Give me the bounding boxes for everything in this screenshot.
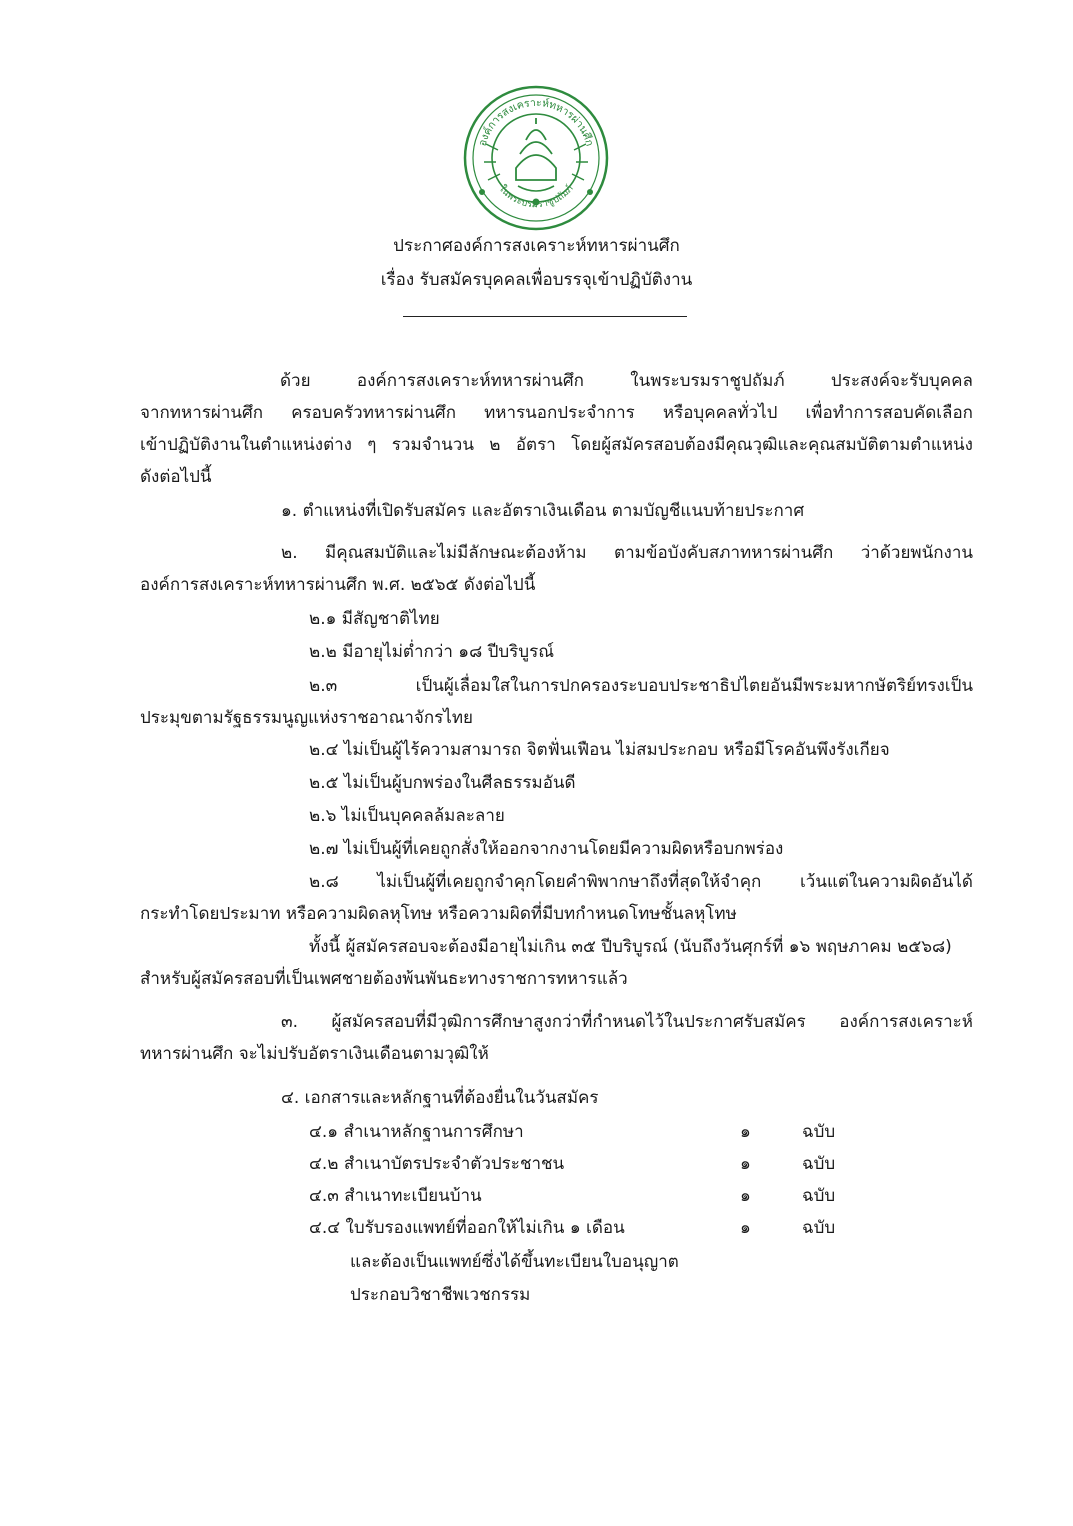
intro-text: ด้วย: [280, 371, 311, 391]
document-item-unit: ฉบับ: [802, 1122, 836, 1142]
section-2-text: ไม่เป็นผู้ที่เคยถูกจำคุกโดยคำพิพากษาถึงที่สุดให้จำคุก: [377, 872, 762, 892]
document-item-unit: ฉบับ: [802, 1218, 836, 1238]
intro-text: ครอบครัวทหารผ่านศึก: [291, 403, 457, 423]
intro-line-4: ดังต่อไปนี้: [140, 467, 212, 487]
section-2-item-8-cont: กระทำโดยประมาท หรือความผิดลหุโทษ หรือความผิดที่มีบทกำหนดโทษชั้นลหุโทษ: [140, 904, 737, 924]
document-item-count: ๑: [740, 1154, 751, 1174]
document-item-count: ๑: [740, 1218, 751, 1238]
section-3-text: องค์การสงเคราะห์: [839, 1012, 973, 1032]
intro-text: องค์การสงเคราะห์ทหารผ่านศึก: [356, 371, 584, 391]
intro-line-1: [280, 373, 973, 390]
intro-text: ประสงค์จะรับบุคคล: [830, 371, 973, 391]
organization-seal: [462, 84, 610, 232]
section-2-item-2: ๒.๒ มีอายุไม่ต่ำกว่า ๑๘ ปีบริบูรณ์: [309, 642, 554, 662]
section-2-text: ๒.๘: [309, 872, 339, 892]
section-2-note: ทั้งนี้ ผู้สมัครสอบจะต้องมีอายุไม่เกิน ๓๕ ปีบริบูรณ์ (นับถึงวันศุกร์ที่ ๑๖ พฤษภาคม ๒๕๖๘): [309, 937, 952, 957]
seal-top-text: องค์การสงเคราะห์ทหารผ่านศึก: [476, 96, 596, 148]
intro-text: ในพระบรมราชูปถัมภ์: [630, 371, 785, 391]
section-2-text: เว้นแต่ในความผิดอันได้: [799, 872, 973, 892]
section-2-note-cont: สำหรับผู้สมัครสอบที่เป็นเพศชายต้องพ้นพันธะทางราชการทหารแล้ว: [140, 969, 628, 989]
intro-text: ทหารนอกประจำการ: [484, 403, 635, 423]
document-item-4-cont-1: และต้องเป็นแพทย์ซึ่งได้ขึ้นทะเบียนใบอนุญาต: [350, 1252, 679, 1272]
intro-text: ๆ: [367, 435, 377, 455]
section-3-text: ผู้สมัครสอบที่มีวุฒิการศึกษาสูงกว่าที่กำหนดไว้ในประกาศรับสมัคร: [331, 1012, 806, 1032]
intro-text: เพื่อทำการสอบคัดเลือก: [805, 403, 973, 423]
seal-bottom-text: ในพระบรมราชูปถัมภ์: [496, 183, 576, 211]
document-item-label: ๔.๔ ใบรับรองแพทย์ที่ออกให้ไม่เกิน ๑ เดือน: [309, 1218, 625, 1238]
section-2-text: มีคุณสมบัติและไม่มีลักษณะต้องห้าม: [325, 543, 587, 563]
document-item-label: ๔.๑ สำเนาหลักฐานการศึกษา: [309, 1122, 524, 1142]
section-2-item-8: [309, 874, 973, 891]
intro-line-3: [140, 437, 973, 454]
section-2-item-6: ๒.๖ ไม่เป็นบุคคลล้มละลาย: [309, 806, 505, 826]
intro-text: หรือบุคคลทั่วไป: [662, 403, 778, 423]
section-3-text: ๓.: [281, 1012, 299, 1032]
intro-text: อัตรา: [515, 435, 556, 455]
intro-text: โดยผู้สมัครสอบต้องมีคุณวุฒิและคุณสมบัติตามตำแหน่ง: [571, 435, 973, 455]
section-2-item-7: ๒.๗ ไม่เป็นผู้ที่เคยถูกสั่งให้ออกจากงานโดยมีความผิดหรือบกพร่อง: [309, 839, 784, 859]
section-2-text: ว่าด้วยพนักงาน: [860, 543, 973, 563]
title-divider: [403, 316, 687, 317]
document-item-label: ๔.๓ สำเนาทะเบียนบ้าน: [309, 1186, 482, 1206]
document-item-unit: ฉบับ: [802, 1154, 836, 1174]
section-2-text: ตามข้อบังคับสภาทหารผ่านศึก: [614, 543, 834, 563]
document-item-unit: ฉบับ: [802, 1186, 836, 1206]
intro-text: ๒: [489, 435, 501, 455]
document-item-count: ๑: [740, 1122, 751, 1142]
section-2-item-3-cont: ประมุขตามรัฐธรรมนูญแห่งราชอาณาจักรไทย: [140, 708, 473, 728]
section-2-item-1: ๒.๑ มีสัญชาติไทย: [309, 609, 440, 629]
intro-text: จากทหารผ่านศึก: [140, 403, 264, 423]
section-2-text: ๒.๓: [309, 676, 338, 696]
section-1: ๑. ตำแหน่งที่เปิดรับสมัคร และอัตราเงินเดือน ตามบัญชีแนบท้ายประกาศ: [281, 501, 805, 521]
section-2-item-5: ๒.๕ ไม่เป็นผู้บกพร่องในศีลธรรมอันดี: [309, 773, 576, 793]
intro-text: เข้าปฏิบัติงานในตำแหน่งต่าง: [140, 435, 352, 455]
section-2-line-1: [281, 545, 973, 562]
section-2-item-4: ๒.๔ ไม่เป็นผู้ไร้ความสามารถ จิตฟั่นเฟือน ไม่สมประกอบ หรือมีโรคอันพึงรังเกียจ: [309, 740, 890, 760]
svg-text:ในพระบรมราชูปถัมภ์: [496, 183, 575, 211]
announcement-subject: เรื่อง รับสมัครบุคคลเพื่อบรรจุเข้าปฏิบัติงาน: [380, 270, 693, 290]
section-4-title: ๔. เอกสารและหลักฐานที่ต้องยื่นในวันสมัคร: [281, 1088, 599, 1108]
document-item-count: ๑: [740, 1186, 751, 1206]
section-3-line-2: ทหารผ่านศึก จะไม่ปรับอัตราเงินเดือนตามวุฒิให้: [140, 1044, 489, 1064]
section-2-text: เป็นผู้เลื่อมใสในการปกครองระบอบประชาธิปไตยอันมีพระมหากษัตริย์ทรงเป็น: [415, 676, 973, 696]
section-2-line-2: องค์การสงเคราะห์ทหารผ่านศึก พ.ศ. ๒๕๖๕ ดังต่อไปนี้: [140, 575, 536, 595]
section-3-line-1: [281, 1014, 973, 1031]
intro-line-2: [140, 405, 973, 422]
section-2-item-3: [309, 678, 973, 695]
intro-text: รวมจำนวน: [391, 435, 474, 455]
document-item-4-cont-2: ประกอบวิชาชีพเวชกรรม: [350, 1285, 531, 1305]
section-2-text: ๒.: [281, 543, 298, 563]
document-item-label: ๔.๒ สำเนาบัตรประจำตัวประชาชน: [309, 1154, 565, 1174]
announcement-title: ประกาศองค์การสงเคราะห์ทหารผ่านศึก: [393, 236, 680, 256]
